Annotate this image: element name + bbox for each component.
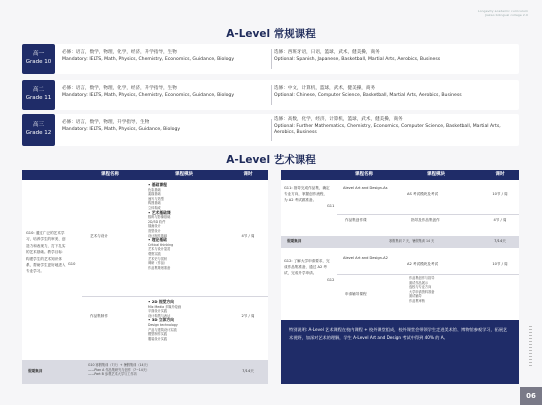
module-item: 设计构思与表达 xyxy=(148,313,171,318)
course-portfolio-creation: 作品集创作课 xyxy=(345,218,367,222)
module-group-title: • 3D 立体方向 xyxy=(148,317,175,323)
header-course-hours: 课时 xyxy=(495,172,505,177)
optional-en: Optional: Chinese, Computer Science, Basketball, Martial Arts, Aerobics, Business xyxy=(274,93,462,98)
hours-portfolio-creation: 4节 / 周 xyxy=(493,218,507,222)
module-item: 造型设计 xyxy=(148,228,161,233)
divider xyxy=(271,119,272,141)
required-cn: 必修：语言，数学，物理，升学指导，生物 xyxy=(62,120,150,125)
course-application: 申请辅导课程 xyxy=(345,292,367,296)
holiday-description xyxy=(88,363,228,377)
modules-application xyxy=(409,276,479,304)
module-item: 速写与造型 xyxy=(148,196,164,201)
divider xyxy=(271,49,272,69)
module-item: 艺术与设计鉴赏 xyxy=(148,247,171,252)
art-summary-box xyxy=(281,320,519,384)
regular-course-title: A-Level 常规课程 xyxy=(226,28,316,40)
module-group-title: • 2D 视觉方向 xyxy=(148,299,175,304)
module-item: 调研（作品） xyxy=(148,261,168,266)
module-item: 2D/3D 软件 xyxy=(148,219,166,224)
module-group-title: • 艺术基础课 xyxy=(148,209,171,215)
required-courses xyxy=(62,49,270,63)
modules-art-design xyxy=(148,183,230,270)
module-portfolio-guidance: 指导及作品集创作 xyxy=(411,218,440,222)
grade-label-cn: 高一 xyxy=(32,51,44,57)
module-item: 构图基础 xyxy=(148,201,161,206)
module-item: 面试作品展示 xyxy=(409,280,429,285)
header-course-name: 课程名称 xyxy=(101,172,119,177)
art-course-title: A-Level 艺术课程 xyxy=(226,154,316,166)
grade-label-en: Grade 10 xyxy=(25,59,52,65)
grade-label-cn: 高二 xyxy=(32,87,44,93)
grade-badge xyxy=(22,114,55,146)
grade-label: G11 xyxy=(327,204,335,208)
required-courses xyxy=(62,119,270,133)
course-a2: Alevel Art and Design-A2 xyxy=(343,256,388,260)
required-en: Mandatory: IELTS, Math, Physics, Guidance, Biology xyxy=(62,127,181,132)
module-item: 作品集创作与指导 xyxy=(409,276,435,280)
module-group-title: • 理论基础 xyxy=(148,237,167,243)
optional-cn: 选修：中文，计算机，篮球，武术，健美操，商务 xyxy=(274,86,376,91)
grade-row-10 xyxy=(22,44,519,74)
module-item: 立体构成 xyxy=(148,205,161,210)
module-item: 平面设计实践 xyxy=(148,309,168,314)
module-item: Critical thinking xyxy=(148,242,174,247)
header-course-module: 课程模块 xyxy=(175,172,193,177)
grade-label-en: Grade 12 xyxy=(25,130,52,136)
g11-description: G11: 指导完成作品集，确定专业方向，掌握创作流程，为 A2 考试做准备。 xyxy=(284,186,330,203)
holiday-hours: 7/14天 xyxy=(494,239,506,243)
required-cn: 必修：语言，数学，物理，化学，经济，升学指导，生物 xyxy=(62,86,177,91)
module-item: 面试辅导 xyxy=(409,294,422,299)
required-en: Mandatory: IELTS, Math, Physics, Chemistry, Economics, Guidance, Biology xyxy=(62,57,235,62)
art-summary-text: 特别说明: A-Level 艺术课程在校内课程 + 校外课堂组成，校外课堂会带领学生走进美术馆、博物馆参观学习，拓展艺术视野，加深对艺术的理解，学生 A-Level Art and Design 考试中得到 40% 的 A。 xyxy=(289,327,508,340)
holiday-hours: 7/14天 xyxy=(242,369,254,373)
required-courses xyxy=(62,85,270,99)
required-cn: 必修：语言，数学，物理，化学，经济，升学指导，生物 xyxy=(62,50,177,55)
optional-courses xyxy=(274,85,514,99)
module-item: 数码与影像基础 xyxy=(148,215,171,220)
header-note-line: Longevity academic curriculum xyxy=(478,9,528,13)
required-en: Mandatory: IELTS, Math, Physics, Chemistry, Economics, Guidance, Biology xyxy=(62,93,235,98)
module-item: Design technology xyxy=(148,322,178,327)
module-group-title: • 基础课程 xyxy=(148,182,167,187)
grade-label-cn: 高三 xyxy=(32,122,44,128)
module-item: 服装设计实践 xyxy=(148,336,168,341)
module-a2: A2 考试模块及考试 xyxy=(407,262,439,266)
holiday-desc-line: ——Part B 参观艺术大学与工作坊 xyxy=(88,372,137,377)
page-number: 06 xyxy=(520,387,542,405)
holiday-label: 假期集训 xyxy=(287,239,302,243)
art-table-g10 xyxy=(22,170,268,384)
side-decoration xyxy=(529,326,532,366)
header-note-line: Jiakao bilingual college 2.0 xyxy=(485,13,528,17)
modules-portfolio xyxy=(148,300,230,341)
table-header xyxy=(22,170,268,180)
module-item: 观察实践 xyxy=(148,251,161,256)
header-course-name: 课程名称 xyxy=(355,172,373,177)
header-course-hours: 课时 xyxy=(243,172,253,177)
module-item: 色彩基础 xyxy=(148,187,161,192)
module-item: 设计制作基础 xyxy=(148,233,168,238)
optional-en: Optional: Spanish, Japanese, Basketball, Martial Arts, Aerobics, Business xyxy=(274,57,441,62)
table-header xyxy=(281,170,519,180)
optional-courses xyxy=(274,49,514,63)
divider xyxy=(337,214,519,215)
module-item: 大学申请资料准备 xyxy=(409,289,435,294)
hours-as: 10节 / 周 xyxy=(492,192,508,196)
g10-description: G10: 通过广泛的艺术学习，培养学生的审美、创造力和表现力，打下扎实的艺术基础。教学目标：构建学生的艺术知识体系，帮助学生更好地进入专业学习。 xyxy=(26,231,66,274)
optional-courses xyxy=(274,117,514,137)
grade-label: G12 xyxy=(327,278,335,282)
grade-row-11 xyxy=(22,80,519,110)
optional-en: Optional: Further Mathematics, Chemistry, Economics, Computer Science, Basketball, Martial Arts, Aerobics, Business xyxy=(274,123,501,135)
g12-description: G12: 了解大学申请要求，完成作品集准备，通过 A2 考试，完成升学申请。 xyxy=(284,259,330,276)
holiday-label: 假期集训 xyxy=(28,369,43,373)
optional-cn: 选修：高数，化学，经济，计算机，篮球，武术，健美操，商务 xyxy=(274,117,403,122)
grade-badge xyxy=(22,80,55,110)
art-table-g11-g12 xyxy=(281,170,519,384)
header-note xyxy=(478,9,528,17)
grade-badge xyxy=(22,44,55,74)
module-item: 作品集策划准备 xyxy=(148,265,171,270)
module-item: 选校与专业方向 xyxy=(409,285,432,290)
divider xyxy=(337,274,519,275)
course-as: Alevel Art and Design-As xyxy=(343,186,388,190)
hours-art-design: 4节 / 周 xyxy=(241,234,255,238)
course-art-design: 艺术与设计 xyxy=(90,234,108,238)
divider xyxy=(82,296,268,297)
module-item: 插画设计 xyxy=(148,224,161,229)
grade-label-en: Grade 11 xyxy=(25,95,52,101)
module-item: 模型制作实践 xyxy=(148,332,168,337)
module-item: 作品集审核 xyxy=(409,298,425,303)
hours-portfolio: 2节 / 周 xyxy=(241,314,255,318)
module-item: Mix Media 多媒介绘画 xyxy=(148,304,182,309)
holiday-desc-line: G10 寒假集训（7天）+ 暑假集训（14天） xyxy=(88,363,150,367)
divider xyxy=(271,85,272,105)
module-item: 艺术史与赏析 xyxy=(148,256,168,261)
optional-cn: 选修：西班牙语，日语，篮球，武术，健美操，商务 xyxy=(274,50,380,55)
header-course-module: 课程模块 xyxy=(427,172,445,177)
course-portfolio: 作品集制作 xyxy=(90,314,108,318)
holiday-desc-line: ——Plan A 作品集研究与创作（7~14天） xyxy=(88,367,150,372)
hours-a2: 10节 / 周 xyxy=(492,262,508,266)
module-as: AS 考试模块及考试 xyxy=(407,192,439,196)
grade-row-12 xyxy=(22,114,519,146)
module-item: 产品与建筑设计实践 xyxy=(148,327,177,332)
module-item: 素描基础 xyxy=(148,192,161,197)
holiday-description: 寒假集训 7 天，暑假集训 14 天 xyxy=(389,239,435,243)
grade-label: G10 xyxy=(68,262,76,266)
